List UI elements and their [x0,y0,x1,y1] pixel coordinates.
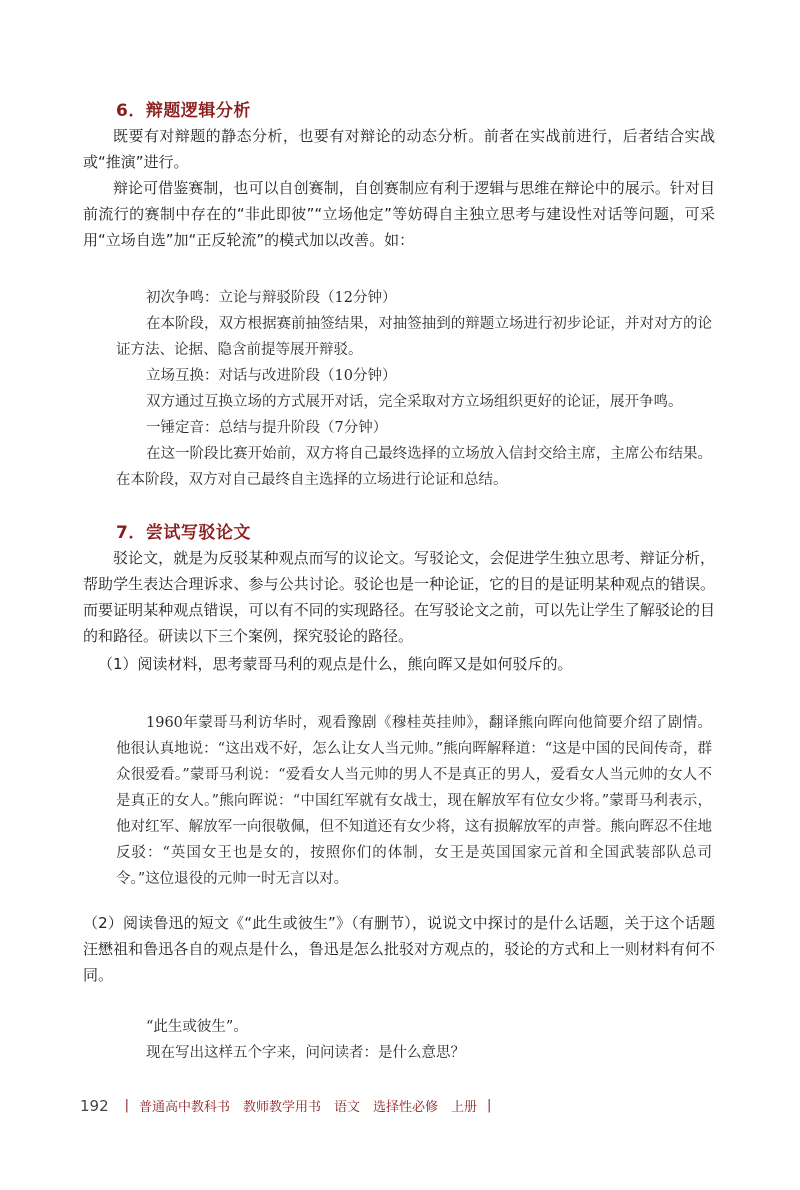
case-1-montgomery: 1960年蒙哥马利访华时，观看豫剧《穆桂英挂帅》，翻译熊向晖向他简要介绍了剧情。他很认真地说：“这出戏不好，怎么让女人当元帅。”熊向晖解释道：“这是中国的民间传奇，群众很爱看。”蒙哥马利说：“爱看女人当元帅的男人不是真正的男人，爱看女人当元帅的女人不是真正的女人。”熊向晖说：“中国红军就有女战士，现在解放军有位女少将。”蒙哥马利表示，他对红军、解放军一向很敬佩，但不知道还有女少将，这有损解放军的声誉。熊向晖忍不住地反驳：“英国女王也是女的，按照你们的体制，女王是英国国家元首和全国武装部队总司令。”这位退役的元帅一时无言以对。 [116,715,712,887]
stage-3-title: 一锤定音：总结与提升阶段（7分钟） [146,420,388,436]
book-series-title: 普通高中教科书 教师教学用书 语文 选择性必修 上册 [139,1100,478,1115]
stage-1-description: 在本阶段，双方根据赛前抽签结果，对抽签抽到的辩题立场进行初步论证，并对对方的论证方法、论据、隐含前提等展开辩驳。 [116,316,712,358]
page-footer [80,1096,491,1115]
question-2: （2）阅读鲁迅的短文《“此生或彼生”》（有删节），说说文中探讨的是什么话题，关于这个话题汪懋祖和鲁迅各自的观点是什么，鲁迅是怎么批驳对方观点的，驳论的方式和上一则材料有何不同。 [83,914,715,984]
stage-2-title: 立场互换：对话与改进阶段（10分钟） [146,368,397,384]
section-6-paragraph-1: 既要有对辩题的静态分析，也要有对辩论的动态分析。前者在实战前进行，后者结合实战或“推演”进行。 [83,127,715,171]
section-7-paragraph-1: 驳论文，就是为反驳某种观点而写的议论文。写驳论文，会促进学生独立思考、辩证分析，帮助学生表达合理诉求、参与公共讨论。驳论也是一种论证，它的目的是证明某种观点的错误。而要证明某种观点错误，可以有不同的实现路径。在写驳论文之前，可以先让学生了解驳论的目的和路径。研读以下三个案例，探究驳论的路径。 [83,549,715,645]
footer-separator-end: | [487,1098,492,1113]
case-2-question-line: 现在写出这样五个字来，问问读者：是什么意思？ [146,1045,465,1061]
section-6-heading: 6．辩题逻辑分析 [116,101,251,121]
stage-3-description: 在这一阶段比赛开始前，双方将自己最终选择的立场放入信封交给主席，主席公布结果。在本阶段，双方对自己最终自主选择的立场进行论证和总结。 [116,446,712,488]
stage-1-title: 初次争鸣：立论与辩驳阶段（12分钟） [146,290,397,306]
section-6-paragraph-2: 辩论可借鉴赛制，也可以自创赛制，自创赛制应有利于逻辑与思维在辩论中的展示。针对目前流行的赛制中存在的“非此即彼”“立场他定”等妨碍自主独立思考与建设性对话等问题，可采用“立场自选”加“正反轮流”的模式加以改善。如： [83,179,715,249]
case-2-title-line: “此生或彼生”。 [146,1019,248,1035]
stage-2-description: 双方通过互换立场的方式展开对话，完全采取对方立场组织更好的论证，展开争鸣。 [146,394,683,410]
page-number: 192 [80,1096,109,1115]
footer-separator: | [124,1098,130,1113]
question-1: （1）阅读材料，思考蒙哥马利的观点是什么，熊向晖又是如何驳斥的。 [98,655,573,673]
section-7-heading: 7．尝试写驳论文 [116,523,251,543]
